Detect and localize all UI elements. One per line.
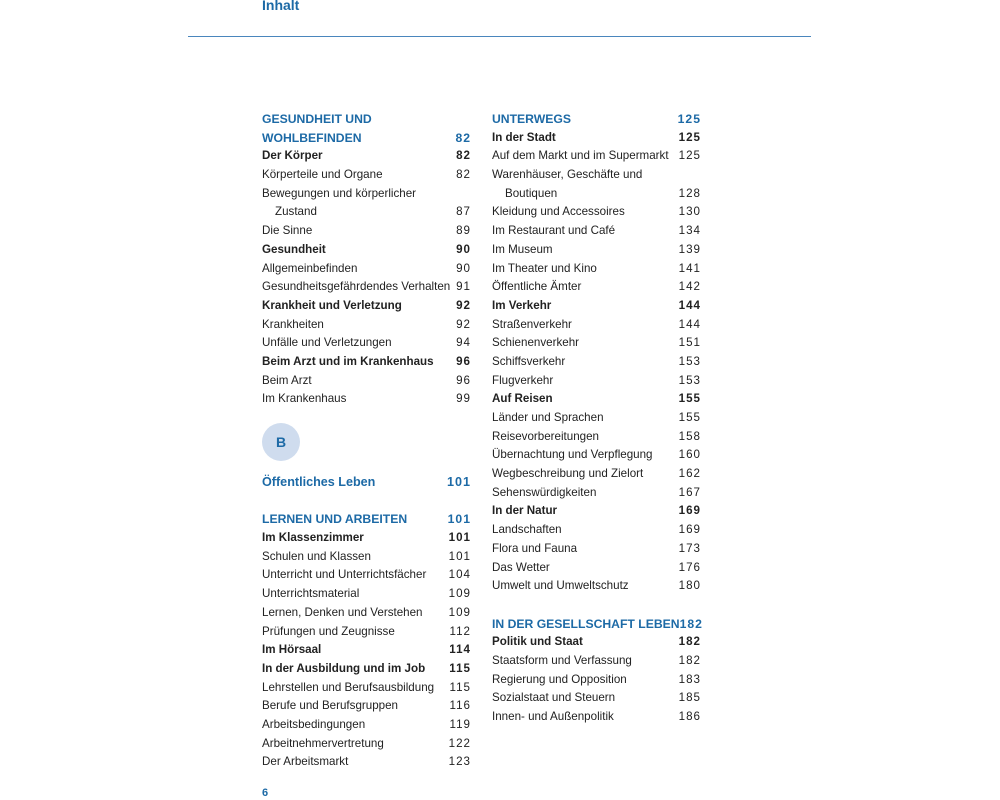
toc-entry-page: 109 [448, 605, 471, 619]
toc-entry[interactable] [262, 316, 471, 335]
toc-entry[interactable] [262, 473, 471, 492]
toc-entry-title: Flora und Fauna [492, 541, 578, 555]
toc-entry-page: 180 [678, 579, 701, 593]
toc-entry-page: 115 [449, 661, 471, 675]
toc-entry-title: Straßenverkehr [492, 317, 572, 331]
toc-entry[interactable] [492, 129, 701, 148]
toc-entry-title: Staatsform und Verfassung [492, 653, 632, 667]
toc-entry-page: 169 [678, 504, 701, 518]
toc-entry[interactable] [262, 110, 471, 129]
toc-entry-page: 134 [678, 224, 701, 238]
toc-entry-page: 101 [447, 512, 471, 527]
toc-entry-page: 96 [456, 354, 471, 368]
toc-entry-page: 82 [456, 168, 471, 182]
toc-entry-title: Öffentliche Ämter [492, 280, 582, 294]
toc-entry-page: 91 [456, 280, 471, 294]
section-spacer [262, 492, 471, 511]
toc-entry-title: Im Klassenzimmer [262, 531, 364, 545]
toc-entry-title: IN DER GESELLSCHAFT LEBEN [492, 616, 680, 631]
toc-entry-title: Im Museum [492, 242, 553, 256]
toc-entry-page: 153 [678, 373, 701, 387]
toc-entry-page: 82 [455, 130, 471, 145]
toc-entry-title: Berufe und Berufsgruppen [262, 699, 399, 713]
toc-entry[interactable] [262, 260, 471, 279]
toc-entry[interactable] [262, 390, 471, 409]
toc-entry-title: Beim Arzt und im Krankenhaus [262, 354, 434, 368]
toc-entry-page: 87 [456, 205, 471, 219]
toc-entry-page: 90 [456, 242, 471, 256]
toc-entry[interactable] [492, 559, 701, 578]
toc-entry-title: Unfälle und Verletzungen [262, 336, 392, 350]
toc-entry[interactable] [262, 372, 471, 391]
toc-entry-page: 141 [678, 261, 701, 275]
toc-entry[interactable] [492, 372, 701, 391]
toc-entry-title: Kleidung und Accessoires [492, 205, 625, 219]
toc-entry[interactable] [492, 409, 701, 428]
toc-entry[interactable] [492, 203, 701, 222]
toc-entry[interactable] [262, 529, 471, 548]
toc-entry-page: 109 [448, 587, 471, 601]
toc-entry[interactable] [262, 185, 471, 204]
toc-entry[interactable] [492, 147, 701, 166]
toc-entry-title: In der Natur [492, 504, 558, 518]
toc-entry[interactable] [492, 278, 701, 297]
toc-entry-page: 82 [456, 149, 471, 163]
toc-entry-page: 183 [678, 672, 701, 686]
toc-entry[interactable] [492, 671, 701, 690]
toc-entry[interactable] [492, 428, 701, 447]
toc-entry-page: 153 [678, 354, 701, 368]
toc-entry-title: Sozialstaat und Steuern [492, 691, 616, 705]
toc-entry-page: 182 [678, 653, 701, 667]
toc-entry-title: Öffentliches Leben [262, 475, 376, 489]
toc-entry-title: Krankheit und Verletzung [262, 298, 402, 312]
toc-entry-title: Im Theater und Kino [492, 261, 597, 275]
toc-entry-title: In der Stadt [492, 130, 556, 144]
part-badge-wrapper [262, 409, 471, 473]
toc-entry-page: 182 [678, 635, 701, 649]
toc-entry-page: 167 [678, 485, 701, 499]
toc-entry-page: 115 [449, 680, 471, 694]
toc-entry[interactable] [262, 697, 471, 716]
toc-entry[interactable] [492, 297, 701, 316]
toc-entry[interactable] [492, 689, 701, 708]
toc-entry-title: GESUNDHEIT UND [262, 112, 372, 126]
toc-entry-page: 130 [678, 205, 701, 219]
toc-entry-page: 169 [678, 523, 701, 537]
toc-entry-title: Körperteile und Organe [262, 168, 383, 182]
toc-entry-page: 114 [449, 643, 471, 657]
toc-entry-title: Innen- und Außenpolitik [492, 710, 614, 723]
toc-entry-title: Reisevorbereitungen [492, 429, 599, 443]
toc-entry[interactable] [492, 577, 701, 596]
toc-entry-title: UNTERWEGS [492, 112, 571, 126]
toc-entry[interactable] [262, 585, 471, 604]
toc-entry[interactable] [262, 735, 471, 754]
toc-entry-title: Lernen, Denken und Verstehen [262, 605, 423, 619]
toc-entry[interactable] [492, 652, 701, 671]
toc-right-column [492, 110, 701, 727]
toc-entry-page: 92 [456, 317, 471, 331]
toc-entry-title: Zustand [275, 205, 317, 219]
toc-entry-title: Die Sinne [262, 224, 313, 238]
toc-entry-page: 123 [448, 755, 471, 769]
toc-entry-title: Schienenverkehr [492, 336, 580, 350]
toc-entry-title: Regierung und Opposition [492, 672, 627, 686]
toc-entry-page: 160 [678, 448, 701, 462]
toc-entry-title: Umwelt und Umweltschutz [492, 579, 629, 593]
toc-entry[interactable] [492, 334, 701, 353]
toc-entry[interactable] [262, 660, 471, 679]
toc-entry-title: Lehrstellen und Berufsausbildung [262, 680, 435, 694]
toc-entry[interactable] [492, 353, 701, 372]
toc-entry[interactable] [492, 708, 701, 727]
page-title: Inhalt [262, 0, 300, 13]
toc-entry-page: 128 [678, 186, 701, 200]
toc-entry-page: 101 [448, 531, 471, 545]
toc-entry-page: 151 [678, 336, 701, 350]
toc-entry-title: Landschaften [492, 523, 562, 537]
toc-entry-title: Im Hörsaal [262, 643, 322, 657]
toc-entry[interactable] [492, 166, 701, 185]
toc-entry[interactable] [262, 353, 471, 372]
toc-entry-title: Der Arbeitsmarkt [262, 755, 349, 769]
toc-entry[interactable] [262, 241, 471, 260]
toc-entry[interactable] [492, 110, 701, 129]
toc-entry-title: WOHLBEFINDEN [262, 130, 362, 145]
toc-entry-page: 119 [449, 717, 471, 731]
toc-entry-page: 142 [678, 280, 701, 294]
toc-entry-title: Arbeitnehmervertretung [262, 736, 384, 750]
toc-entry[interactable] [262, 548, 471, 567]
toc-entry-page: 182 [679, 616, 703, 631]
toc-entry[interactable] [262, 641, 471, 660]
toc-entry-title: Allgemeinbefinden [262, 261, 358, 275]
toc-entry[interactable] [262, 623, 471, 642]
toc-entry-page: 89 [456, 224, 471, 238]
toc-entry-title: Schulen und Klassen [262, 549, 371, 563]
toc-entry-page: 92 [456, 298, 471, 312]
toc-entry-title: Schiffsverkehr [492, 354, 566, 368]
page-number: 6 [262, 787, 269, 799]
toc-entry-page: 101 [446, 475, 471, 489]
toc-entry-page: 144 [678, 317, 701, 331]
toc-entry-title: Bewegungen und körperlicher [262, 186, 417, 200]
toc-entry-page: 122 [448, 736, 471, 750]
toc-entry-page: 96 [456, 373, 471, 387]
toc-entry-title: Im Verkehr [492, 298, 552, 312]
toc-entry-title: Warenhäuser, Geschäfte und [492, 168, 643, 182]
toc-entry[interactable] [262, 222, 471, 241]
toc-entry[interactable] [492, 241, 701, 260]
toc-entry-title: Unterrichtsmaterial [262, 587, 360, 601]
toc-entry[interactable] [262, 203, 471, 222]
toc-entry-title: LERNEN UND ARBEITEN [262, 512, 408, 527]
toc-entry-page: 139 [678, 242, 701, 256]
toc-entry[interactable] [492, 633, 701, 652]
toc-entry[interactable] [262, 278, 471, 297]
toc-entry-page: 125 [678, 130, 701, 144]
toc-entry-page: 158 [678, 429, 701, 443]
toc-entry-title: Flugverkehr [492, 373, 554, 387]
toc-entry-page: 155 [678, 411, 701, 424]
toc-entry-page: 155 [678, 392, 701, 406]
toc-entry-title: Beim Arzt [262, 373, 312, 387]
header-divider [188, 36, 811, 37]
toc-entry[interactable] [262, 753, 471, 772]
toc-entry[interactable] [492, 465, 701, 484]
toc-entry[interactable] [262, 129, 471, 148]
toc-entry-title: Übernachtung und Verpflegung [492, 448, 653, 462]
toc-entry[interactable] [262, 166, 471, 185]
toc-entry-title: Wegbeschreibung und Zielort [492, 467, 644, 481]
toc-entry[interactable] [492, 615, 701, 634]
toc-entry[interactable] [492, 521, 701, 540]
toc-entry-page: 125 [677, 112, 701, 126]
toc-entry[interactable] [492, 316, 701, 335]
toc-entry-title: Krankheiten [262, 317, 324, 331]
toc-entry[interactable] [492, 446, 701, 465]
toc-entry[interactable] [492, 484, 701, 503]
toc-entry[interactable] [492, 540, 701, 559]
toc-entry-title: Gesundheitsgefährdendes Verhalten [262, 280, 451, 294]
toc-entry-page: 99 [456, 392, 471, 406]
toc-entry-page: 162 [678, 467, 701, 481]
toc-entry-title: Boutiquen [505, 186, 558, 200]
toc-entry-page: 173 [678, 541, 701, 555]
toc-entry-page: 176 [678, 560, 701, 574]
toc-entry[interactable] [262, 604, 471, 623]
toc-entry[interactable] [262, 716, 471, 735]
toc-entry-title: Im Krankenhaus [262, 392, 347, 406]
toc-entry-page: 125 [678, 149, 701, 163]
toc-entry-title: Auf dem Markt und im Supermarkt [492, 149, 669, 163]
toc-entry[interactable] [262, 510, 471, 529]
toc-left-column [262, 110, 471, 772]
toc-entry-page: 185 [678, 691, 701, 705]
toc-entry[interactable] [262, 566, 471, 585]
toc-entry-page: 94 [456, 336, 471, 350]
toc-entry-title: Prüfungen und Zeugnisse [262, 624, 395, 638]
toc-entry[interactable] [262, 147, 471, 166]
toc-entry-title: Auf Reisen [492, 392, 553, 406]
toc-entry-title: Das Wetter [492, 560, 550, 574]
toc-entry-title: Der Körper [262, 149, 323, 163]
toc-entry-page: 144 [678, 298, 701, 312]
toc-entry-page: 112 [449, 624, 471, 638]
toc-entry-title: Politik und Staat [492, 635, 583, 649]
toc-entry[interactable] [492, 502, 701, 521]
toc-entry-title: In der Ausbildung und im Job [262, 661, 426, 675]
part-badge: B [262, 423, 300, 461]
toc-entry[interactable] [492, 222, 701, 241]
toc-entry[interactable] [262, 297, 471, 316]
toc-entry-title: Länder und Sprachen [492, 411, 604, 424]
toc-entry[interactable] [492, 260, 701, 279]
section-spacer [492, 596, 701, 615]
toc-entry[interactable] [492, 390, 701, 409]
toc-entry-page: 186 [678, 710, 701, 723]
toc-entry-title: Arbeitsbedingungen [262, 717, 366, 731]
toc-entry-page: 101 [448, 549, 471, 563]
toc-entry[interactable] [262, 334, 471, 353]
toc-entry-page: 116 [449, 699, 471, 713]
toc-entry-page: 104 [448, 568, 471, 582]
toc-entry[interactable] [492, 185, 701, 204]
toc-entry-title: Gesundheit [262, 242, 326, 256]
toc-entry-page: 90 [456, 261, 471, 275]
toc-entry[interactable] [262, 679, 471, 698]
toc-entry-title: Unterricht und Unterrichtsfächer [262, 568, 427, 582]
toc-entry-title: Im Restaurant und Café [492, 224, 616, 238]
toc-entry-title: Sehenswürdigkeiten [492, 485, 597, 499]
